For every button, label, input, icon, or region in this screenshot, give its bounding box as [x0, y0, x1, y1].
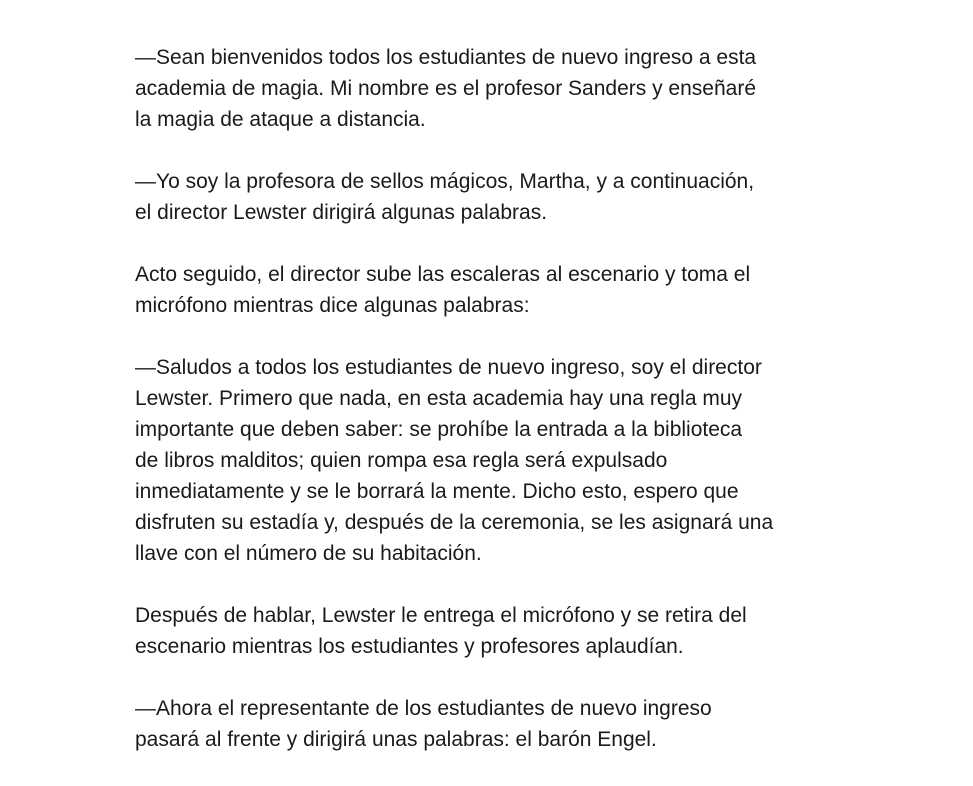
document-body: [135, 42, 845, 786]
paragraph-2: [135, 166, 845, 228]
text-line: academia de magia. Mi nombre es el profesor Sanders y enseñaré: [135, 77, 756, 100]
text-line: Lewster. Primero que nada, en esta academia hay una regla muy: [135, 387, 743, 410]
text-line: pasará al frente y dirigirá unas palabras: el barón Engel.: [135, 728, 657, 751]
text-line: —Yo soy la profesora de sellos mágicos, Martha, y a continuación,: [135, 170, 755, 193]
text-line: —Saludos a todos los estudiantes de nuevo ingreso, soy el director: [135, 356, 762, 379]
paragraph-5: [135, 600, 845, 662]
text-line: de libros malditos; quien rompa esa regla será expulsado: [135, 449, 668, 472]
text-line: Después de hablar, Lewster le entrega el micrófono y se retira del: [135, 604, 747, 627]
text-line: la magia de ataque a distancia.: [135, 108, 426, 131]
text-line: disfruten su estadía y, después de la ceremonia, se les asignará una: [135, 511, 774, 534]
text-line: el director Lewster dirigirá algunas palabras.: [135, 201, 548, 224]
paragraph-6: [135, 693, 845, 755]
text-line: inmediatamente y se le borrará la mente. Dicho esto, espero que: [135, 480, 739, 503]
paragraph-1: [135, 42, 845, 135]
paragraph-4: [135, 352, 845, 569]
paragraph-3: [135, 259, 845, 321]
text-line: escenario mientras los estudiantes y profesores aplaudían.: [135, 635, 684, 658]
text-line: micrófono mientras dice algunas palabras:: [135, 294, 530, 317]
text-line: —Sean bienvenidos todos los estudiantes de nuevo ingreso a esta: [135, 46, 757, 69]
text-line: llave con el número de su habitación.: [135, 542, 482, 565]
text-line: importante que deben saber: se prohíbe la entrada a la biblioteca: [135, 418, 743, 441]
text-line: —Ahora el representante de los estudiantes de nuevo ingreso: [135, 697, 712, 720]
text-line: Acto seguido, el director sube las escaleras al escenario y toma el: [135, 263, 751, 286]
